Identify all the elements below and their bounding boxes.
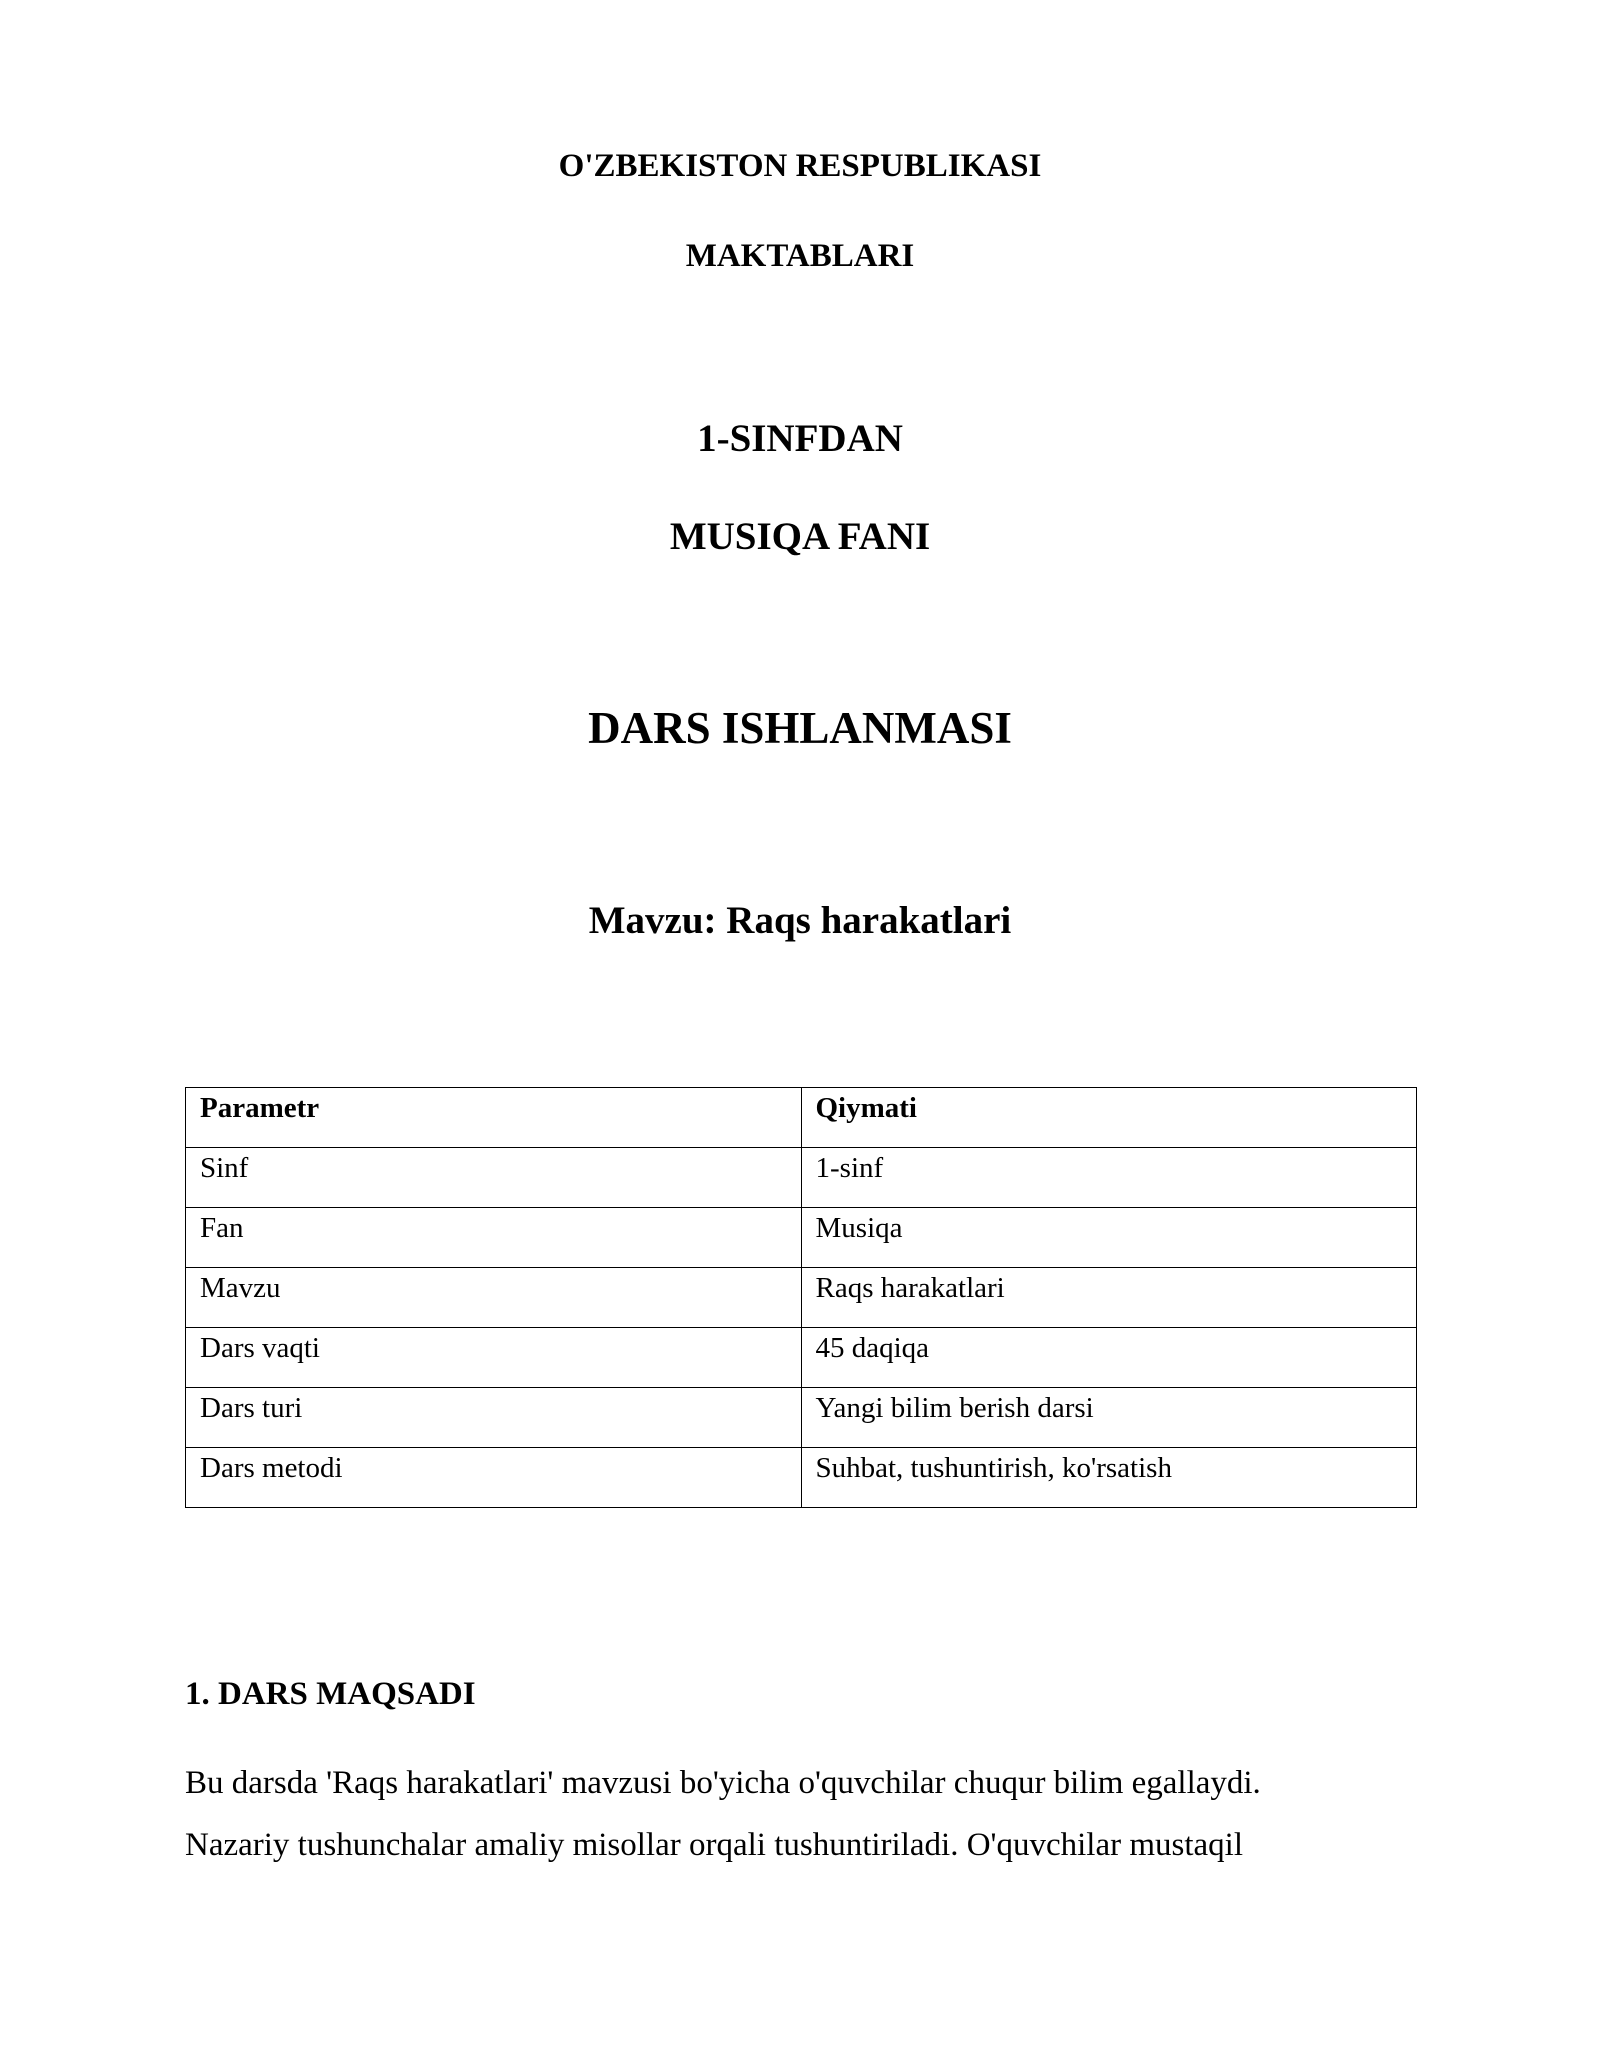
republic-heading: O'ZBEKISTON RESPUBLIKASI bbox=[558, 148, 1042, 184]
lesson-info-table bbox=[185, 1087, 1417, 1508]
table-cell-value: 45 daqiqa bbox=[801, 1328, 1417, 1388]
table-row bbox=[186, 1208, 1417, 1268]
topic-heading: Mavzu: Raqs harakatlari bbox=[588, 899, 1012, 942]
grade-heading: 1-SINFDAN bbox=[697, 417, 903, 460]
table-cell-parameter: Sinf bbox=[186, 1148, 802, 1208]
table-row bbox=[186, 1388, 1417, 1448]
table-header-cell: Qiymati bbox=[801, 1088, 1417, 1148]
table-cell-value: Yangi bilim berish darsi bbox=[801, 1388, 1417, 1448]
table-cell-value: Raqs harakatlari bbox=[801, 1268, 1417, 1328]
section-heading: 1. DARS MAQSADI bbox=[185, 1676, 476, 1712]
table-cell-value: Suhbat, tushuntirish, ko'rsatish bbox=[801, 1448, 1417, 1508]
table-cell-parameter: Dars turi bbox=[186, 1388, 802, 1448]
table-cell-parameter: Mavzu bbox=[186, 1268, 802, 1328]
table-row bbox=[186, 1328, 1417, 1388]
schools-heading: MAKTABLARI bbox=[685, 238, 915, 274]
paragraph-line: Bu darsda 'Raqs harakatlari' mavzusi bo'yicha o'quvchilar chuqur bilim egallaydi. bbox=[185, 1765, 1261, 1801]
table-row bbox=[186, 1268, 1417, 1328]
document-title: DARS ISHLANMASI bbox=[588, 703, 1012, 753]
subject-heading: MUSIQA FANI bbox=[669, 515, 931, 558]
paragraph-line: Nazariy tushunchalar amaliy misollar orqali tushuntiriladi. O'quvchilar mustaqil bbox=[185, 1827, 1244, 1863]
table-cell-parameter: Dars vaqti bbox=[186, 1328, 802, 1388]
table-row bbox=[186, 1448, 1417, 1508]
table-cell-parameter: Fan bbox=[186, 1208, 802, 1268]
table-cell-value: Musiqa bbox=[801, 1208, 1417, 1268]
table-row bbox=[186, 1148, 1417, 1208]
table-cell-parameter: Dars metodi bbox=[186, 1448, 802, 1508]
table-header-row bbox=[186, 1088, 1417, 1148]
table-header-cell: Parametr bbox=[186, 1088, 802, 1148]
table-cell-value: 1-sinf bbox=[801, 1148, 1417, 1208]
